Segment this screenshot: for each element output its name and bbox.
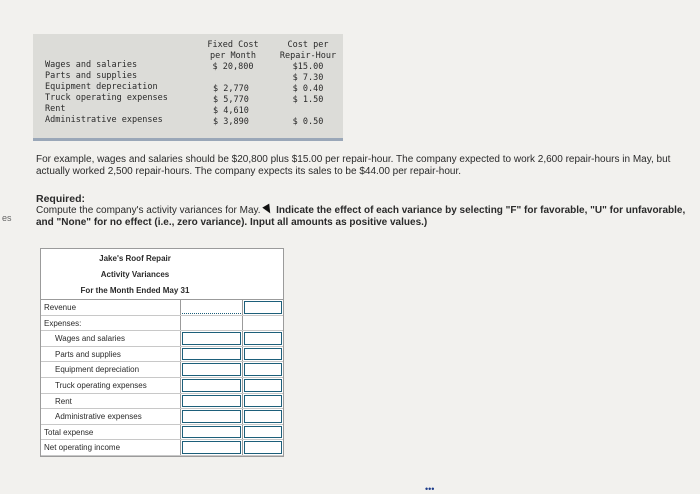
mouse-cursor-icon bbox=[263, 204, 274, 216]
cost-data-table bbox=[33, 34, 343, 141]
effect-cell bbox=[242, 409, 283, 424]
amount-cell bbox=[180, 347, 242, 362]
table-row bbox=[41, 394, 283, 410]
fixed-wages: $ 20,800 bbox=[212, 62, 254, 72]
row-label: Rent bbox=[55, 396, 72, 406]
effect-cell bbox=[242, 331, 283, 346]
problem-paragraph: For example, wages and salaries should be $20,800 plus $15.00 per repair-hour. The company expected to work 2,600 repair-hours in May, but actually worked 2,500 repair-hours. The company expects its sales to be $44.00 per repair-hour. bbox=[36, 154, 671, 177]
effect-cell bbox=[242, 378, 283, 393]
table-row bbox=[41, 409, 283, 425]
label-parts: Parts and supplies bbox=[45, 71, 138, 81]
fixed-parts bbox=[201, 73, 265, 84]
fixed-equipment: $ 2,770 bbox=[213, 84, 249, 94]
effect-cell bbox=[242, 394, 283, 409]
variance-table-body bbox=[41, 300, 283, 456]
more-ellipsis-icon[interactable]: ••• bbox=[425, 484, 435, 494]
activity-variance-table bbox=[40, 248, 284, 457]
variance-amount-input[interactable] bbox=[182, 410, 241, 423]
effect-cell bbox=[242, 440, 283, 455]
variance-amount-input[interactable] bbox=[182, 348, 241, 361]
report-period: For the Month Ended May 31 bbox=[80, 286, 190, 295]
var-cost-header-line1: Cost per bbox=[287, 40, 329, 50]
label-rent: Rent bbox=[45, 104, 66, 114]
row-label: Equipment depreciation bbox=[55, 365, 140, 375]
amount-cell bbox=[180, 378, 242, 393]
var-wages: $15.00 bbox=[292, 62, 324, 72]
report-title: Activity Variances bbox=[100, 270, 170, 279]
amount-cell bbox=[180, 362, 242, 377]
effect-cell bbox=[242, 425, 283, 440]
margin-text: es bbox=[2, 213, 12, 223]
required-text bbox=[36, 205, 686, 229]
variance-effect-select[interactable] bbox=[244, 395, 282, 408]
variance-amount-input[interactable] bbox=[182, 426, 241, 439]
table-row bbox=[41, 440, 283, 456]
fixed-cost-header-line2: per Month bbox=[209, 51, 257, 61]
required-title: Required: bbox=[36, 193, 86, 205]
variance-effect-select[interactable] bbox=[244, 379, 282, 392]
table-row bbox=[41, 331, 283, 347]
amount-cell bbox=[180, 425, 242, 440]
var-rent bbox=[275, 106, 341, 117]
amount-cell bbox=[180, 409, 242, 424]
table-row bbox=[41, 425, 283, 441]
effect-cell bbox=[242, 362, 283, 377]
table-row bbox=[41, 316, 283, 332]
amount-cell bbox=[180, 300, 242, 315]
variance-amount-input[interactable] bbox=[182, 363, 241, 376]
variance-effect-select[interactable] bbox=[244, 332, 282, 345]
cost-row-labels bbox=[45, 60, 168, 126]
table-row bbox=[41, 347, 283, 363]
amount-cell bbox=[180, 394, 242, 409]
var-parts: $ 7.30 bbox=[292, 73, 324, 83]
effect-cell bbox=[242, 347, 283, 362]
variance-amount-input[interactable] bbox=[182, 441, 241, 454]
table-row bbox=[41, 378, 283, 394]
fixed-admin: $ 3,890 bbox=[213, 117, 249, 127]
company-name: Jake's Roof Repair bbox=[99, 254, 171, 263]
fixed-rent: $ 4,610 bbox=[213, 106, 249, 116]
table-row bbox=[41, 362, 283, 378]
var-admin: $ 0.50 bbox=[292, 117, 324, 127]
row-label: Total expense bbox=[44, 427, 94, 437]
row-label: Administrative expenses bbox=[55, 412, 142, 422]
variance-effect-select[interactable] bbox=[244, 426, 282, 439]
fixed-truck: $ 5,770 bbox=[213, 95, 249, 105]
row-label: Expenses: bbox=[44, 318, 82, 328]
required-plain: Compute the company's activity variances for May. bbox=[36, 205, 261, 216]
effect-cell bbox=[242, 300, 283, 315]
variance-effect-select[interactable] bbox=[244, 441, 282, 454]
row-label: Net operating income bbox=[44, 443, 121, 453]
fixed-cost-header-line1: Fixed Cost bbox=[207, 40, 259, 50]
table-row bbox=[41, 300, 283, 316]
variable-cost-column bbox=[275, 40, 341, 128]
fixed-cost-column bbox=[201, 40, 265, 128]
variance-amount-input[interactable] bbox=[182, 379, 241, 392]
label-wages: Wages and salaries bbox=[45, 60, 138, 70]
row-label: Parts and supplies bbox=[55, 349, 121, 359]
amount-cell bbox=[180, 316, 242, 331]
variance-amount-input[interactable] bbox=[182, 395, 241, 408]
label-truck: Truck operating expenses bbox=[45, 93, 168, 103]
effect-cell bbox=[242, 316, 283, 331]
label-admin: Administrative expenses bbox=[45, 115, 163, 125]
variance-effect-select[interactable] bbox=[244, 410, 282, 423]
row-label: Truck operating expenses bbox=[55, 380, 147, 390]
variance-amount-input[interactable] bbox=[182, 301, 241, 314]
required-bold: Indicate the effect of each variance by selecting "F" for favorable, "U" for unfavorable, and "None" for no effect (i.e., zero variance). Input all amounts as positive values.) bbox=[36, 205, 686, 228]
amount-cell bbox=[180, 331, 242, 346]
variance-effect-select[interactable] bbox=[244, 363, 282, 376]
variance-effect-select[interactable] bbox=[244, 301, 282, 314]
var-cost-header-line2: Repair-Hour bbox=[279, 51, 337, 61]
amount-cell bbox=[180, 440, 242, 455]
row-label: Wages and salaries bbox=[55, 334, 125, 344]
var-truck: $ 1.50 bbox=[292, 95, 324, 105]
row-label: Revenue bbox=[44, 303, 77, 312]
variance-effect-select[interactable] bbox=[244, 348, 282, 361]
var-equipment: $ 0.40 bbox=[292, 84, 324, 94]
label-equipment: Equipment depreciation bbox=[45, 82, 158, 92]
variance-amount-input[interactable] bbox=[182, 332, 241, 345]
variance-table-header bbox=[41, 249, 283, 300]
